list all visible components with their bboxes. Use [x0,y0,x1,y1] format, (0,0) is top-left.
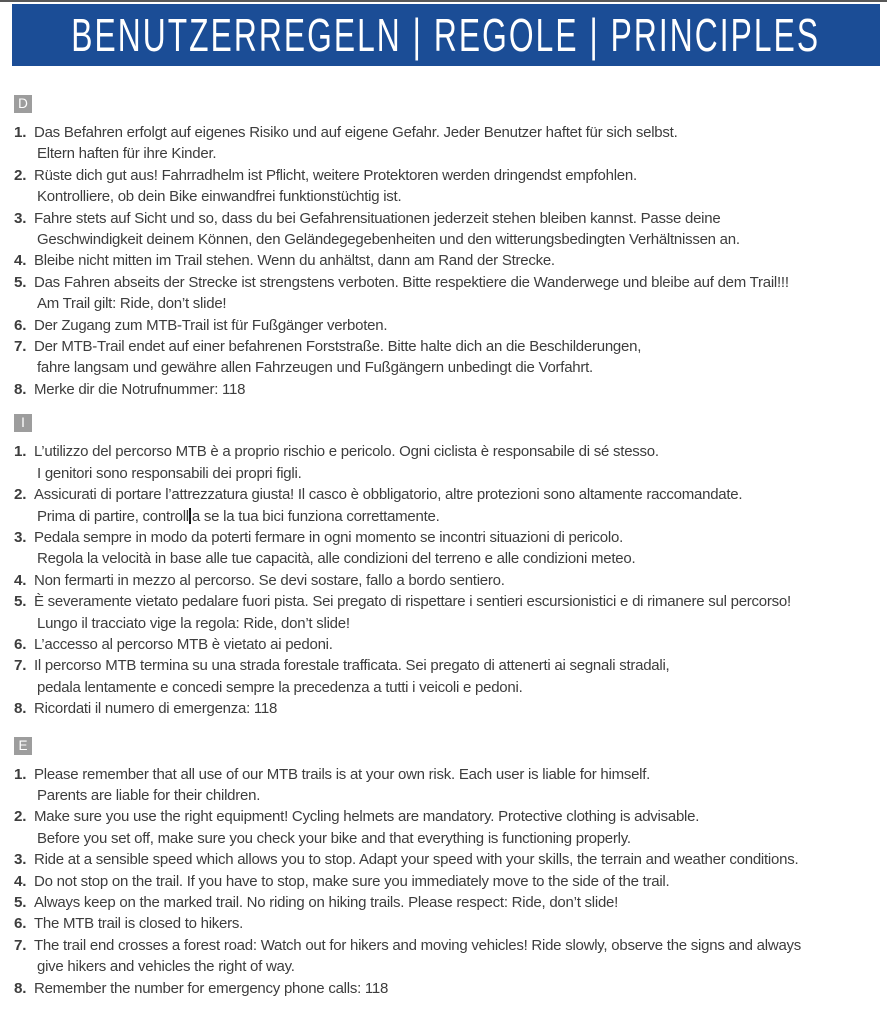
rule-text [34,272,893,315]
rule-number: 1. [14,765,27,783]
rule-line: Ricordati il numero di emergenza: 118 [34,700,278,718]
rule-list-italian [14,441,893,719]
rule-line: Make sure you use the right equipment! Cycling helmets are mandatory. Protective clothing is advisable. [34,808,700,826]
rule-line: Das Befahren erfolgt auf eigenes Risiko und auf eigene Gefahr. Jeder Benutzer haftet für sich selbst. [34,124,678,141]
rule-item [14,165,893,208]
rule-text [34,379,893,400]
rule-line: I genitori sono responsabili dei propri figli. [37,464,302,482]
text-before-cursor: Prima di partire, controll [37,507,189,525]
rule-number: 4. [14,872,27,890]
rule-line: Der Zugang zum MTB-Trail ist für Fußgänger verboten. [34,316,388,334]
rule-text [34,892,893,913]
rule-item [14,527,893,570]
rule-item [14,379,893,400]
rule-line: Der MTB-Trail endet auf einer befahrenen Forststraße. Bitte halte dich an die Beschilderungen, [34,338,642,356]
rule-item [14,978,893,999]
rule-item [14,484,893,527]
rule-item [14,849,893,870]
section-badge-i: I [14,414,32,432]
rule-item [14,634,893,655]
rule-line: Kontrolliere, ob dein Bike einwandfrei funktionstüchtig ist. [37,188,402,206]
rule-text [34,570,893,591]
rule-line: Rüste dich gut aus! Fahrradhelm ist Pflicht, weitere Protektoren werden dringendst empfohlen. [34,166,637,184]
rule-line: Bleibe nicht mitten im Trail stehen. Wenn du anhältst, dann am Rand der Strecke. [34,252,555,270]
rule-item [14,935,893,978]
rule-line: È severamente vietato pedalare fuori pista. Sei pregato di rispettare i sentieri escursionistici e di rimanere sul percorso! [34,593,791,611]
rule-line: Lungo il tracciato vige la regola: Ride, don’t slide! [37,614,350,632]
rule-line: Please remember that all use of our MTB trails is at your own risk. Each user is liable for himself. [34,765,651,783]
rule-item [14,764,893,807]
rule-item [14,122,893,165]
rule-number: 2. [14,486,27,504]
rule-line: Am Trail gilt: Ride, don’t slide! [37,295,227,313]
rule-text [34,871,893,892]
rule-text [34,208,893,251]
rule-item [14,806,893,849]
rule-text [34,591,893,634]
text-after-cursor: a se la tua bici funziona correttamente. [191,507,440,525]
rule-line: The MTB trail is closed to hikers. [34,915,244,933]
rule-item [14,441,893,484]
rule-line: L’accesso al percorso MTB è vietato ai pedoni. [34,635,333,653]
section-german [14,95,893,400]
rule-text [34,250,893,271]
rule-text [34,441,893,484]
document-body [0,95,893,999]
rule-number: 7. [14,657,27,675]
rule-line: fahre langsam und gewähre allen Fahrzeugen und Fußgängern unbedingt die Vorfahrt. [37,359,593,377]
rule-item [14,208,893,251]
rule-line: give hikers and vehicles the right of way. [37,958,295,976]
section-english [14,737,893,999]
rule-text [34,315,893,336]
rule-item [14,655,893,698]
rule-line: Das Fahren abseits der Strecke ist strengstens verboten. Bitte respektiere die Wanderwege und bleibe auf dem Trail!!! [34,273,789,291]
rule-item [14,570,893,591]
rule-text [34,913,893,934]
rule-line: Fahre stets auf Sicht und so, dass du bei Gefahrensituationen jederzeit stehen bleiben kannst. Passe deine [34,209,721,227]
rule-line: Before you set off, make sure you check your bike and that everything is functioning properly. [37,829,631,847]
rule-text [34,527,893,570]
rule-number: 5. [14,273,27,291]
rule-number: 8. [14,380,27,398]
rule-line: Eltern haften für ihre Kinder. [37,145,217,163]
rule-line: Il percorso MTB termina su una strada forestale trafficata. Sei pregato di attenerti ai segnali stradali, [34,657,670,675]
rule-line: Non fermarti in mezzo al percorso. Se devi sostare, fallo a bordo sentiero. [34,571,505,589]
rule-number: 4. [14,252,27,270]
rule-text [34,935,893,978]
rule-text [34,806,893,849]
rule-text [34,849,893,870]
rule-list-german [14,122,893,400]
rule-line: Parents are liable for their children. [37,786,261,804]
rule-number: 7. [14,936,27,954]
rule-number: 5. [14,593,27,611]
rule-line: Pedala sempre in modo da poterti fermare in ogni momento se incontri situazioni di pericolo. [34,528,623,546]
rule-number: 2. [14,808,27,826]
rule-text [34,484,893,527]
rule-text [34,978,893,999]
rule-number: 8. [14,700,27,718]
rule-item [14,591,893,634]
rule-text [34,165,893,208]
rule-line: Assicurati di portare l’attrezzatura giusta! Il casco è obbligatorio, altre protezioni sono altamente raccomandate. [34,486,743,504]
rule-number: 1. [14,124,27,141]
rule-number: 1. [14,443,27,461]
rule-line: Regola la velocità in base alle tue capacità, alle condizioni del terreno e alle condizioni meteo. [37,550,636,568]
rule-item [14,913,893,934]
rule-number: 8. [14,979,27,997]
rule-text [34,634,893,655]
top-border-line [0,0,887,2]
rule-text [34,698,893,719]
rule-number: 5. [14,894,27,911]
rule-item [14,250,893,271]
rule-item [14,871,893,892]
rule-item [14,892,893,913]
rule-number: 2. [14,166,27,184]
rule-list-english [14,764,893,999]
rule-item [14,698,893,719]
rule-line: Geschwindigkeit deinem Können, den Geländegegebenheiten und den witterungsbedingten Verhältnissen an. [37,231,740,249]
rule-number: 7. [14,338,27,356]
section-italian [14,414,893,719]
rule-item [14,336,893,379]
rule-line-with-cursor [37,506,893,527]
rule-line: pedala lentamente e concedi sempre la precedenza a tutti i veicoli e pedoni. [37,678,523,696]
page-title: BENUTZERREGELN | REGOLE | PRINCIPLES [71,9,821,61]
rule-line: Do not stop on the trail. If you have to stop, make sure you immediately move to the side of the trail. [34,872,670,890]
rule-text [34,122,893,165]
rule-number: 6. [14,915,27,933]
section-badge-d: D [14,95,32,113]
rule-item [14,272,893,315]
rule-number: 3. [14,851,27,869]
rule-line: Ride at a sensible speed which allows you to stop. Adapt your speed with your skills, the terrain and weather conditions. [34,851,799,869]
rule-number: 3. [14,528,27,546]
page-header [12,4,880,66]
rule-number: 4. [14,571,27,589]
section-badge-e: E [14,737,32,755]
rule-text [34,336,893,379]
rule-line: The trail end crosses a forest road: Watch out for hikers and moving vehicles! Ride slowly, observe the signs and always [34,936,802,954]
rule-text [34,764,893,807]
rule-number: 6. [14,316,27,334]
rule-number: 6. [14,635,27,653]
rule-line: Remember the number for emergency phone calls: 118 [34,979,389,997]
rule-line: Merke dir die Notrufnummer: 118 [34,380,246,398]
rule-number: 3. [14,209,27,227]
rule-text [34,655,893,698]
rule-line: L’utilizzo del percorso MTB è a proprio rischio e pericolo. Ogni ciclista è responsabile di sé stesso. [34,443,659,461]
rule-line: Always keep on the marked trail. No riding on hiking trails. Please respect: Ride, don’t slide! [34,894,619,911]
rule-item [14,315,893,336]
